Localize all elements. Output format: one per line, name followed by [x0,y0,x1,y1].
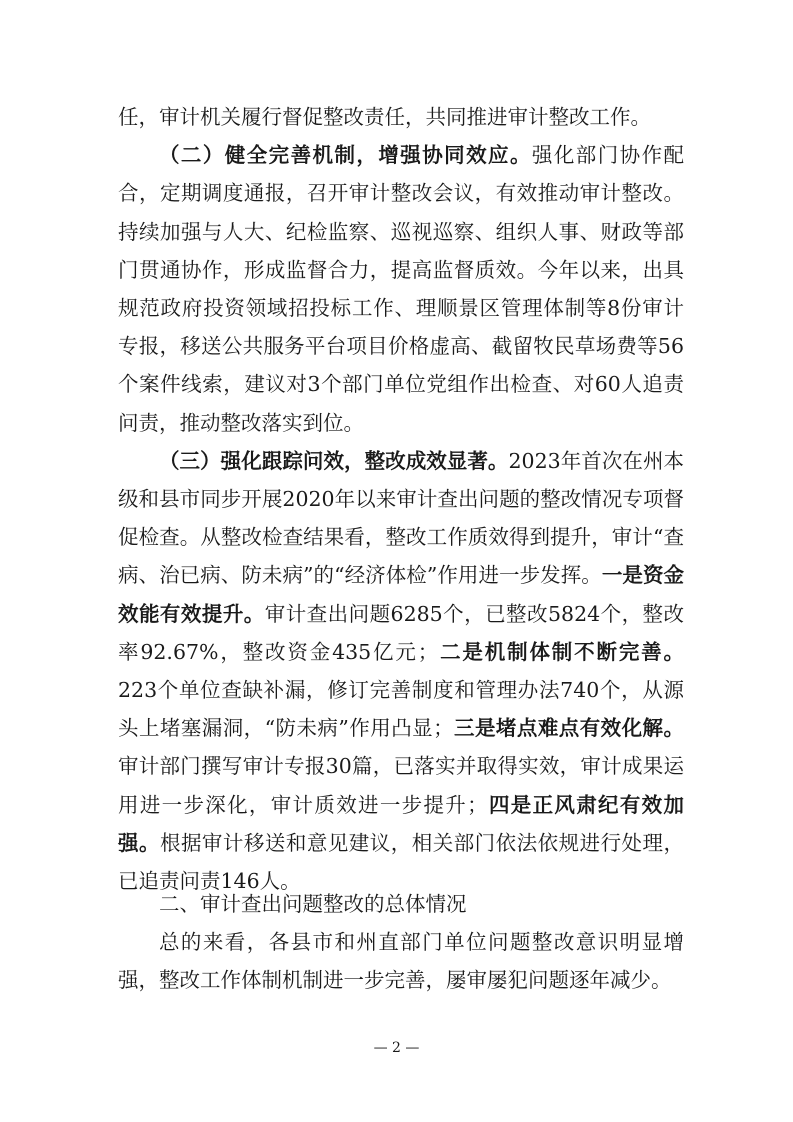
paragraph-intro-tracking: 2023年首次在州本级和县市同步开展2020年以来审计查出问题的整改情况专项督促检查。从整改检查结果看，整改工作质效得到提升，审计“查病、治已病、防未病”的“经济体检”作用进一步发挥。 [118,448,685,588]
item-body-funds: 审计查出问题6285个，已整改5824个，整改率92.67%，整改资金435亿元； [118,601,685,664]
item-heading-discipline: 四是正风肃纪有效加强。 [118,792,685,855]
paragraph-body-mechanism: 强化部门协作配合，定期调度通报，召开审计整改会议，有效推动审计整改。持续加强与人大、纪检监察、巡视巡察、组织人事、财政等部门贯通协作，形成监督合力，提高监督质效。今年以来，出具规范政府投资领域招投标工作、理顺景区管理体制等8份审计专报，移送公共服务平台项目价格虚高、截留牧民草场费等56个案件线索，建议对3个部门单位党组作出检查、对60人追责问责，推动整改落实到位。 [118,143,684,435]
item-heading-funds: 一是资金效能有效提升。 [118,563,684,626]
paragraph-heading-tracking: （三）强化跟踪问效，整改成效显著。 [159,448,509,473]
page-number: — 2 — [373,1040,420,1056]
paragraph-heading-mechanism: （二）健全完善机制，增强协同效应。 [159,143,532,168]
item-body-bottlenecks: 审计部门撰写审计专报30篇，已落实并取得实效，审计成果运用进一步深化，审计质效进一步提升； [118,754,684,817]
item-body-systems: 223个单位查缺补漏，修订完善制度和管理办法740个，从源头上堵塞漏洞，“防未病”作用凸显； [118,678,684,741]
paragraph-overall: 总的来看，各县市和州直部门单位问题整改意识明显增强，整改工作体制机制进一步完善，屡审屡犯问题逐年减少。 [118,930,684,993]
section-heading: 二、审计查出问题整改的总体情况 [159,892,467,916]
body-text-upper [118,98,684,900]
paragraph-continuation: 任，审计机关履行督促整改责任，共同推进审计整改工作。 [118,105,651,129]
item-body-discipline: 根据审计移送和意见建议，相关部门依法依规进行处理，已追责问责146人。 [118,830,685,894]
body-text-lower [118,923,684,999]
item-heading-bottlenecks: 三是堵点难点有效化解。 [453,716,684,741]
item-heading-systems: 二是机制体制不断完善。 [438,639,685,664]
paragraph-tracking [118,442,684,900]
paragraph-mechanism [118,136,684,442]
